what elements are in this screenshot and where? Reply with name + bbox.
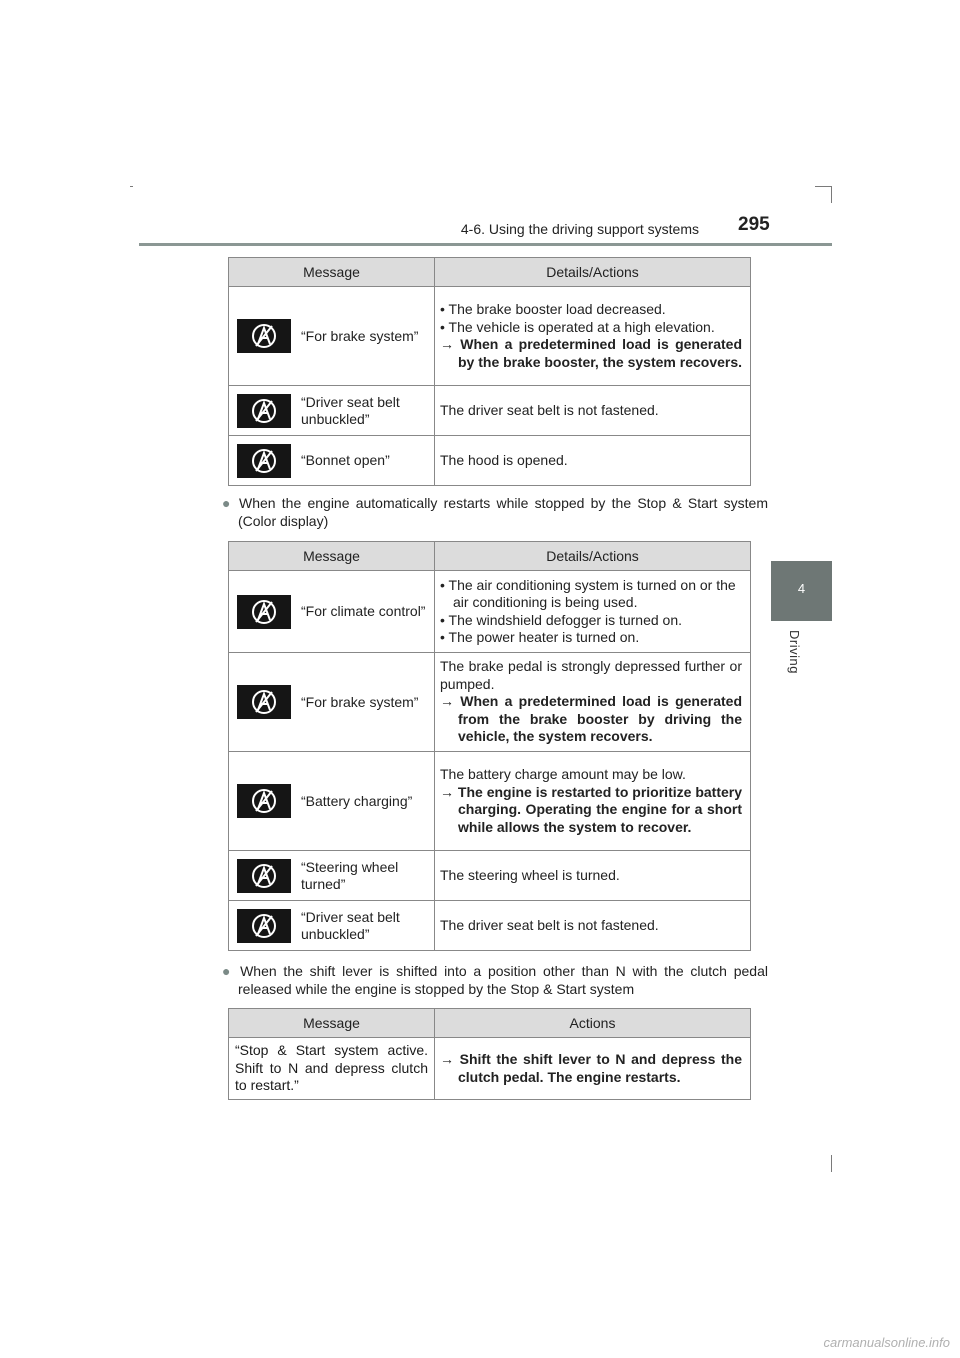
message-text: “Bonnet open” — [301, 452, 390, 468]
column-header-details: Details/Actions — [435, 542, 751, 571]
stop-start-cancel-icon — [237, 444, 291, 478]
section-bullet-text: When the shift lever is shifted into a position other than N with the clutch pedal released while the engine is stopped by the Stop & Start system — [238, 963, 768, 997]
section-bullet-2 — [222, 962, 768, 998]
message-text: “For climate control” — [301, 603, 426, 619]
table-row — [229, 851, 751, 901]
crop-mark — [815, 186, 832, 187]
column-header-message: Message — [229, 1009, 435, 1038]
stop-start-cancel-icon — [237, 859, 291, 893]
bullet-dot-icon: ● — [222, 495, 233, 511]
message-text: “For brake system” — [301, 693, 419, 710]
stop-start-cancel-icon — [237, 394, 291, 428]
column-header-details: Details/Actions — [435, 258, 751, 287]
chapter-label: Driving — [787, 630, 802, 674]
detail-text: The steering wheel is turned. — [440, 866, 620, 883]
crop-mark — [831, 186, 832, 203]
message-table-3 — [228, 1008, 751, 1100]
detail-action: → Shift the shift lever to N and depress the clutch pedal. The engine restarts. — [440, 1051, 742, 1085]
crop-mark — [130, 186, 133, 187]
detail-text: The driver seat belt is not fastened. — [440, 401, 659, 418]
message-text: “Steering wheel turned” — [301, 858, 399, 892]
detail-bullet: • The vehicle is operated at a high elevation. — [440, 318, 715, 335]
table-row — [229, 571, 751, 653]
table-row — [229, 386, 751, 436]
detail-bullet: • The windshield defogger is turned on. — [440, 611, 683, 628]
message-text: “Battery charging” — [301, 792, 413, 809]
column-header-message: Message — [229, 258, 435, 287]
detail-text: The hood is opened. — [440, 451, 568, 468]
section-bullet-1 — [222, 494, 768, 530]
stop-start-cancel-icon — [237, 595, 291, 629]
watermark: carmanualsonline.info — [823, 1335, 950, 1350]
chapter-number: 4 — [797, 581, 806, 596]
detail-action: → When a predetermined load is generated from the brake booster by driving the vehicle, the system recovers. — [440, 693, 742, 745]
header-rule — [139, 243, 832, 246]
detail-text: The brake pedal is strongly depressed further or pumped. — [440, 658, 742, 692]
message-text: “For brake system” — [301, 327, 419, 344]
stop-start-cancel-icon — [237, 685, 291, 719]
message-text: “Driver seat belt unbuckled” — [301, 393, 400, 427]
message-table-1 — [228, 257, 751, 486]
message-text: “Driver seat belt unbuckled” — [301, 908, 400, 942]
table-row — [229, 653, 751, 752]
detail-bullet: • The power heater is turned on. — [440, 629, 640, 645]
table-row — [229, 436, 751, 486]
table-row — [229, 752, 751, 851]
stop-start-cancel-icon — [237, 319, 291, 353]
detail-bullet: • The brake booster load decreased. — [440, 301, 666, 317]
bullet-dot-icon: ● — [222, 963, 234, 979]
page-number: 295 — [738, 214, 770, 235]
detail-action: → The engine is restarted to prioritize battery charging. Operating the engine for a short while allows the system to recover. — [440, 783, 742, 835]
detail-text: The battery charge amount may be low. — [440, 766, 686, 782]
column-header-actions: Actions — [435, 1009, 751, 1038]
stop-start-cancel-icon — [237, 784, 291, 818]
detail-text: The driver seat belt is not fastened. — [440, 916, 659, 933]
crop-mark — [831, 1155, 832, 1172]
table-row — [229, 901, 751, 951]
column-header-message: Message — [229, 542, 435, 571]
table-row — [229, 1038, 751, 1100]
chapter-tab — [771, 561, 832, 621]
message-text: “Stop & Start system active. Shift to N and depress clutch to restart.” — [229, 1038, 435, 1100]
detail-action: → When a predetermined load is generated by the brake booster, the system recovers. — [440, 336, 743, 370]
detail-bullet: • The air conditioning system is turned on or the air conditioning is being used. — [440, 576, 736, 610]
table-row — [229, 287, 751, 386]
section-title: 4-6. Using the driving support systems — [460, 221, 699, 237]
section-bullet-text: When the engine automatically restarts while stopped by the Stop & Start system (Color display) — [238, 495, 768, 529]
message-table-2 — [228, 541, 751, 951]
stop-start-cancel-icon — [237, 909, 291, 943]
